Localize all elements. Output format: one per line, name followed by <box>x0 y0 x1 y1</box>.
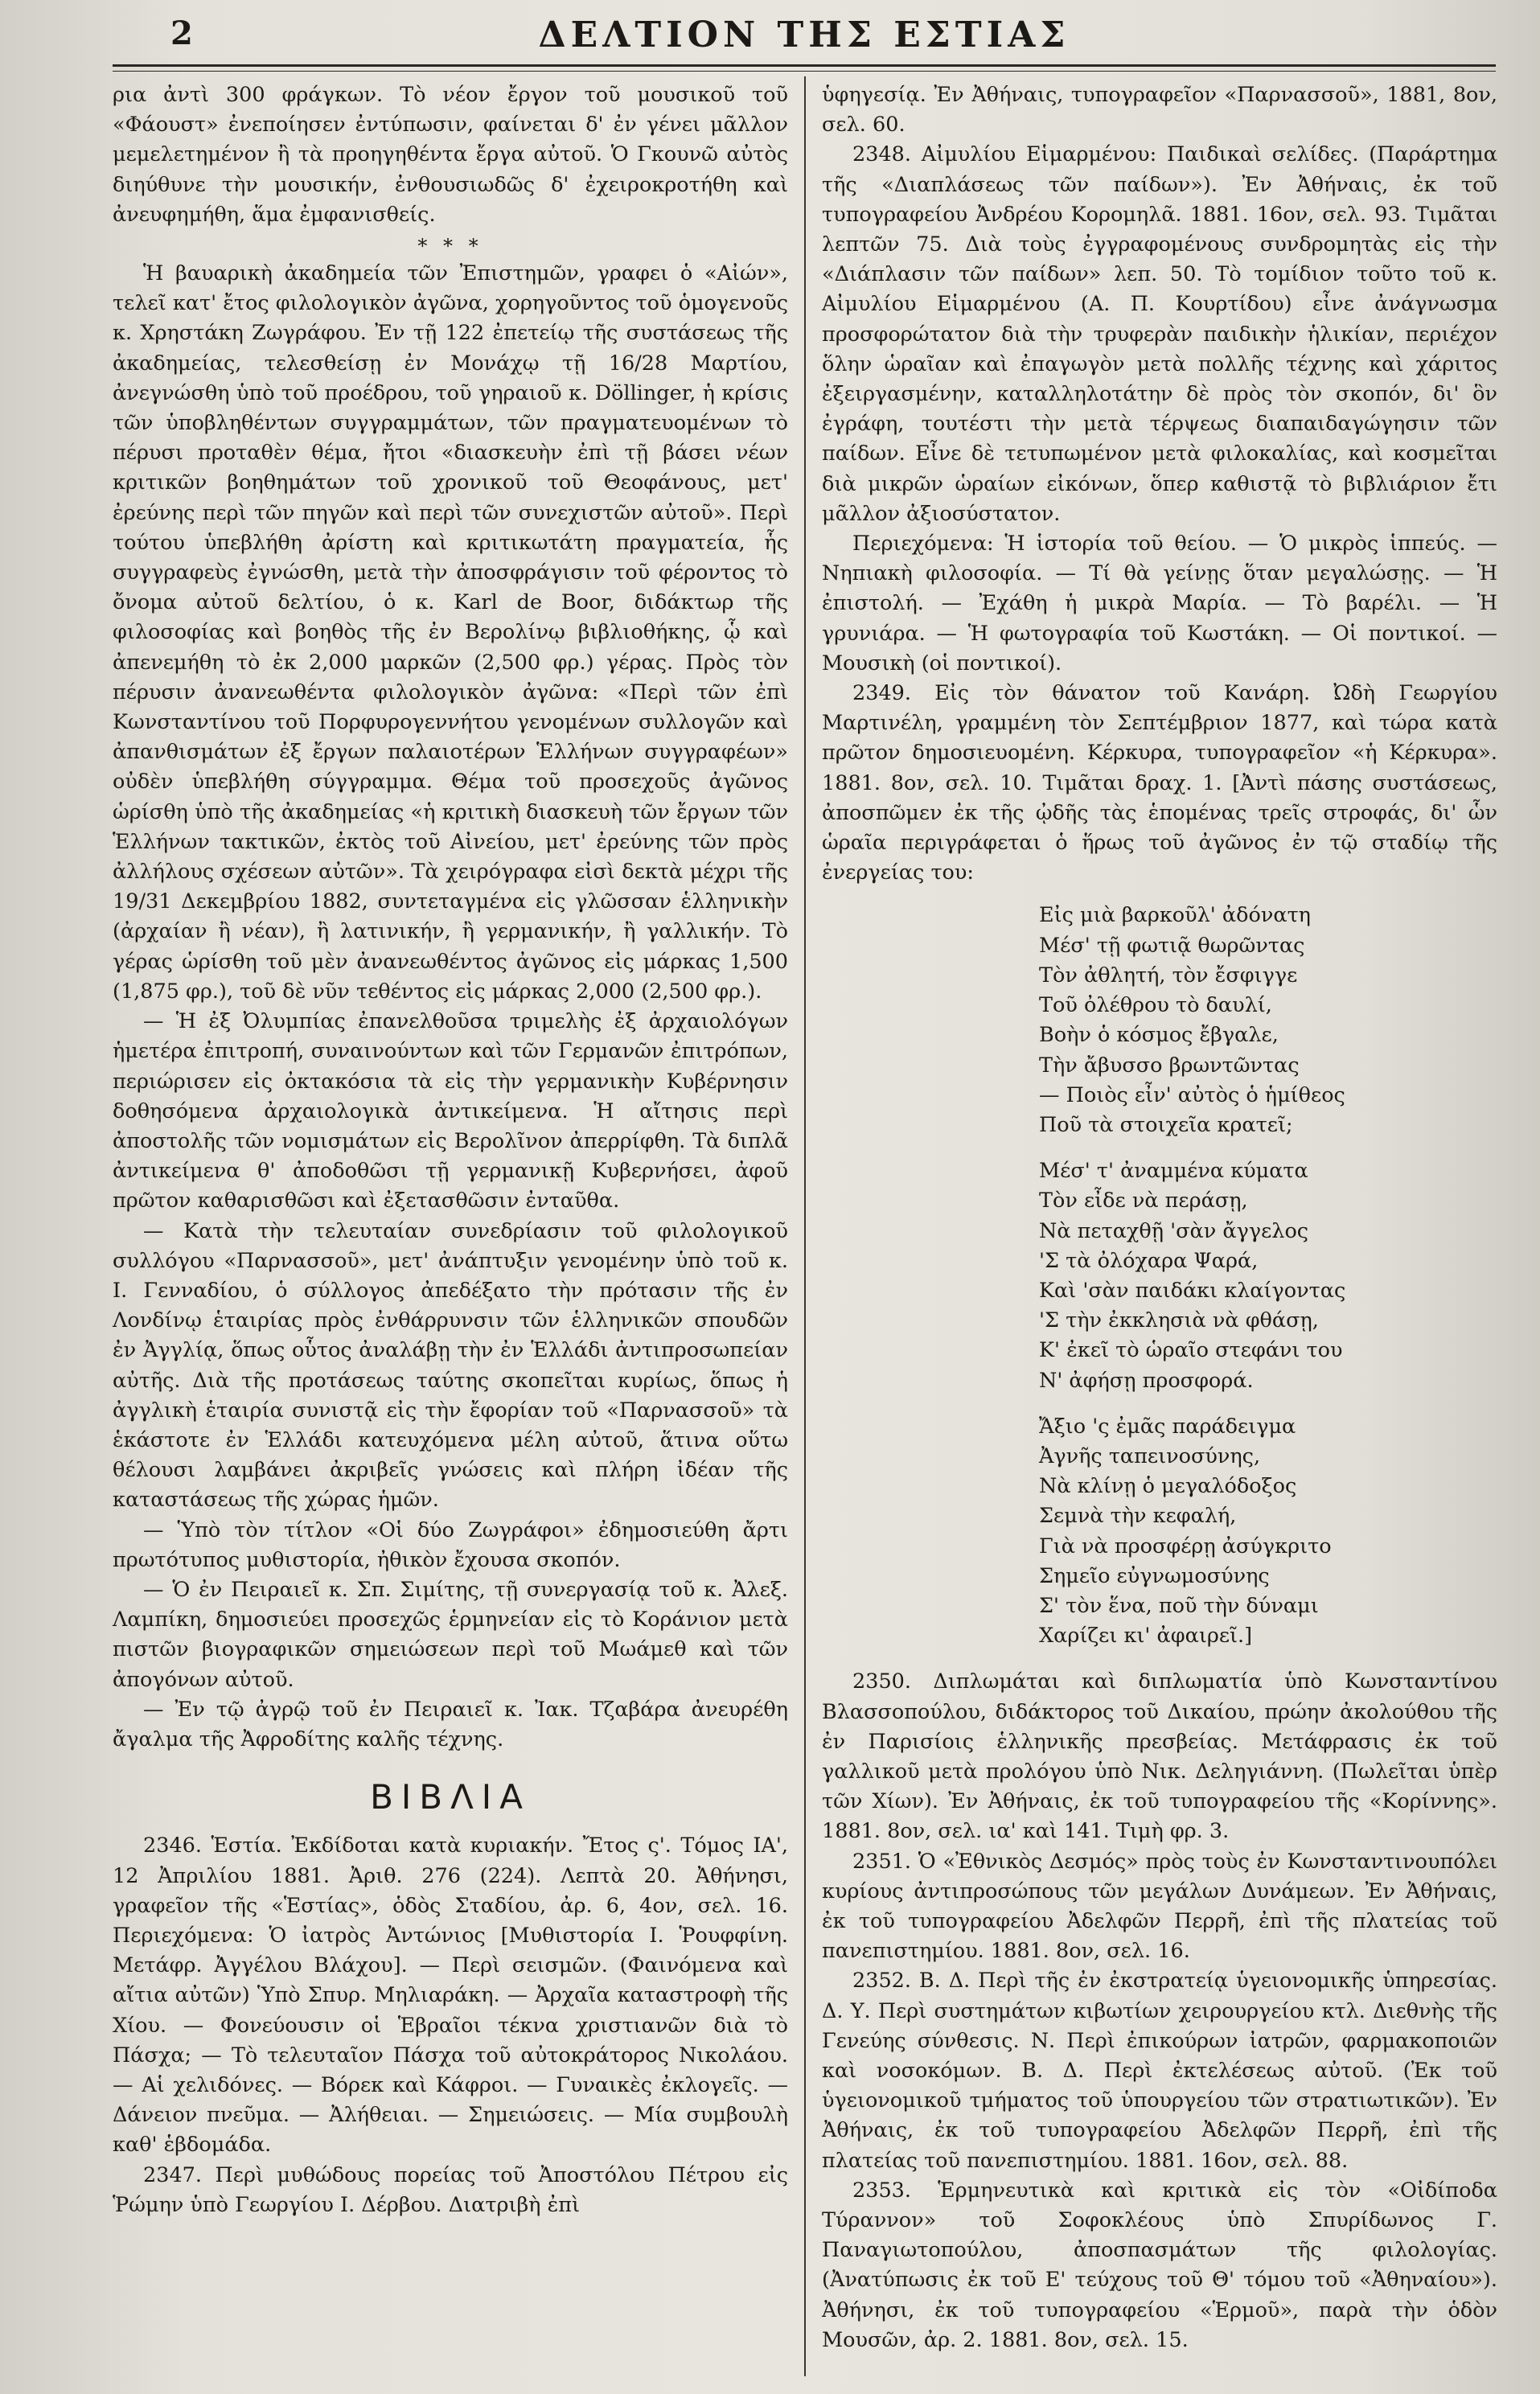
poem-line: Καὶ 'σὰν παιδάκι κλαίγοντας <box>1039 1278 1346 1303</box>
poem-line: Σημεῖο εὐγνωμοσύνης <box>1039 1563 1270 1588</box>
paragraph-gounod: ρια ἀντὶ 300 φράγκων. Τὸ νέον ἔργον τοῦ μουσικοῦ τοῦ «Φάουστ» ἐνεποίησεν ἐντύπωσιν, φαίνεται δ' ἐν γένει μᾶλλον μεμελετημένον ἢ τὰ προηγηθέντα ἔργα αὐτοῦ. Ὁ Γκουνῶ αὐτὸς διηύθυνε τὴν μουσικήν, ἐνθουσιωδῶς δ' ἐχειροκροτήθη καὶ ἀνευφημήθη, ἅμα ἐμφανισθείς. <box>113 83 788 227</box>
poem-line: Ν' ἀφήσῃ προσφορά. <box>1039 1368 1254 1393</box>
header-rule-thin <box>113 71 1496 72</box>
poem-line: Ἄξιο 'ς ἐμᾶς παράδειγμα <box>1039 1414 1296 1439</box>
poem-line: Τοῦ ὀλέθρου τὸ δαυλί, <box>1039 993 1272 1018</box>
poem-line: Ἀγνῆς ταπεινοσύνης, <box>1039 1443 1261 1468</box>
paragraph-bavarian-academy: Ἡ βαυαρικὴ ἀκαδημεία τῶν Ἐπιστημῶν, γραφει ὁ «Αἰών», τελεῖ κατ' ἔτος φιλολογικὸν ἀγῶνα, χορηγοῦντος τοῦ ὁμογενοῦς κ. Χρηστάκη Ζωγράφου. Ἐν τῇ 122 ἐπετείῳ τῆς συστάσεως τῆς ἀκαδημείας, τελεσθείσῃ ἐν Μονάχῳ τῇ 16/28 Μαρτίου, ἀνεγνώσθη ὑπὸ τοῦ προέδρου, τοῦ γηραιοῦ κ. Döllinger, ἡ κρίσις τῶν ὑποβληθέντων συγγραμμάτων, τῶν πραγματευομένων τὸ πέρυσι προταθὲν θέμα, ἤτοι «διασκευὴν ἐπὶ τῇ βάσει νέων κριτικῶν βοηθημάτων τοῦ χρονικοῦ τοῦ Θεοφάνους, μετ' ἐρεύνης περὶ τῶν πηγῶν καὶ περὶ τῶν συνεχιστῶν αὐτοῦ». Περὶ τούτου ὑπεβλήθη ἀρίστη καὶ κριτικωτάτη πραγματεία, ἧς συγγραφεὺς ἐγνώσθη, μετὰ τὴν ἀποσφράγισιν τοῦ φέροντος τὸ ὄνομα αὐτοῦ δελτίου, ὁ κ. Karl de Boor, διδάκτωρ τῆς φιλοσοφίας καὶ βοηθὸς τῆς ἐν Βερολίνῳ βιβλιοθήκης, ᾧ καὶ ἀπενεμήθη τὸ ἐκ 2,000 μαρκῶν (2,500 φρ.) γέρας. Πρὸς τὸν πέρυσιν ἀνανεωθέντα φιλολογικὸν ἀγῶνα: «Περὶ τῶν ἐπὶ Κωνσταντίνου τοῦ Πορφυρογεννήτου γενομένων συλλογῶν καὶ ἀπανθισμάτων ἐξ ἔργων παλαιοτέρων Ἑλλήνων συγγραφέων» οὐδὲν ὑπεβλήθη σύγγραμμα. Θέμα τοῦ προσεχοῦς ἀγῶνος ὡρίσθη ὑπὸ τῆς ἀκαδημείας «ἡ κριτικὴ διασκευὴ τῶν ἔργων τῶν Ἑλλήνων τακτικῶν, ἐκτὸς τοῦ Αἰνείου, μετ' ἐρεύνης τῶν πρὸς ἀλλήλους σχέσεων αὐτῶν». Τὰ χειρόγραφα εἰσὶ δεκτὰ μέχρι τῆς 19/31 Δεκεμβρίου 1882, συντεταγμένα εἰς γλῶσσαν ἑλληνικὴν (ἀρχαίαν ἢ νέαν), ἢ λατινικήν, ἢ γερμανικήν, ἢ γαλλικήν. Τὸ γέρας ὡρίσθη τοῦ μὲν ἀνανεωθέντος ἀγῶνος εἰς μάρκας 1,500 (1,875 φρ.), τοῦ δὲ νῦν τεθέντος εἰς μάρκας 2,000 (2,500 φρ.). <box>113 261 788 1004</box>
poem-stanza <box>1039 1412 1497 1652</box>
paragraph-olympia: — Ἡ ἐξ Ὀλυμπίας ἐπανελθοῦσα τριμελὴς ἐξ ἀρχαιολόγων ἡμετέρα ἐπιτροπή, συναινούντων καὶ τῶν Γερμανῶν ἐπιτρόπων, περιώρισεν εἰς ὀκτακόσια τὰ εἰς τὴν γερμανικὴν Κυβέρνησιν δοθησόμενα ἀρχαιολογικὰ ἀντικείμενα. Ἡ αἴτησις περὶ ἀποστολῆς τῶν νομισμάτων εἰς Βερολῖνον ἀπερρίφθη. Τὰ διπλᾶ ἀντικείμενα θ' ἀποδοθῶσι τῇ γερμανικῇ Κυβερνήσει, ἀφοῦ πρῶτον καθαρισθῶσι καὶ ἐξετασθῶσιν ἐνταῦθα. <box>113 1009 788 1213</box>
paragraph-aphrodite: — Ἐν τῷ ἀγρῷ τοῦ ἐν Πειραιεῖ κ. Ἰακ. Τζαβάρα ἀνευρέθη ἄγαλμα τῆς Ἀφροδίτης καλῆς τέχνης. <box>113 1697 788 1751</box>
book-entry-2351: 2351. Ὁ «Ἐθνικὸς Δεσμός» πρὸς τοὺς ἐν Κωνσταντινουπόλει κυρίους ἀντιπροσώπους τῶν μεγάλων Δυνάμεων. Ἐν Ἀθήναις, ἐκ τοῦ τυπογραφείου Ἀδελφῶν Περρῆ, ἐπὶ τῆς πλατείας τοῦ πανεπιστημίου. 1881. 8ον, σελ. 16. <box>822 1849 1497 1964</box>
book-entry-2348-contents: Περιεχόμενα: Ἡ ἱστορία τοῦ θείου. — Ὁ μικρὸς ἱππεύς. — Νηπιακὴ φιλοσοφία. — Τί θὰ γείνῃς ὅταν μεγαλώσῃς. — Ἡ ἐπιστολή. — Ἐχάθη ἡ μικρὰ Μαρία. — Τὸ βαρέλι. — Ἡ γρυνιάρα. — Ἡ φωτογραφία τοῦ Κωστάκη. — Οἱ ποντικοί. — Μουσικὴ (οἱ ποντικοί). <box>822 532 1497 675</box>
header-rule <box>113 64 1496 67</box>
book-entry-2352: 2352. Β. Δ. Περὶ τῆς ἐν ἐκστρατείᾳ ὑγειονομικῆς ὑπηρεσίας. Δ. Υ. Περὶ συστημάτων κιβωτίων χειρουργείου κτλ. Διεθνὴς τῆς Γενεύης σύνθεσις. Ν. Περὶ ἐπικούρων ἰατρῶν, φαρμακοποιῶν καὶ νοσοκόμων. Β. Δ. Περὶ ἐκτελέσεως αὐτοῦ. (Ἐκ τοῦ ὑγειονομικοῦ τμήματος τοῦ ὑπουργείου τῶν στρατιωτικῶν). Ἐν Ἀθήναις, ἐκ τοῦ τυπογραφείου Ἀδελφῶν Περρῆ, ἐπὶ τῆς πλατείας τοῦ πανεπιστημίου. 1881. 16ον, σελ. 88. <box>822 1969 1497 2173</box>
book-entry-2348: 2348. Αἰμυλίου Εἱμαρμένου: Παιδικαὶ σελίδες. (Παράρτημα τῆς «Διαπλάσεως τῶν παίδων»). Ἐν Ἀθήναις, ἐκ τοῦ τυπογραφείου Ἀνδρέου Κορομηλᾶ. 1881. 16ον, σελ. 93. Τιμᾶται λεπτῶν 75. Διὰ τοὺς ἐγγραφομένους συνδρομητὰς εἰς τὴν «Διάπλασιν τῶν παίδων» λεπ. 50. Τὸ τομίδιον τοῦτο τοῦ κ. Αἰμυλίου Εἱμαρμένου (Α. Π. Κουρτίδου) εἶνε ἀνάγνωσμα προσφορώτατον διὰ τὴν τρυφερὰν παιδικὴν ἡλικίαν, περιέχον ὅλην ὡραῖαν καὶ ἐπαγωγὸν μετὰ πολλῆς τέχνης καὶ χάριτος ἐξειργασμένην, καταλληλοτάτην δὲ πρὸς τὸν σκοπόν, δι' ὃν ἐγράφη, τουτέστι τὴν μετὰ τέρψεως διαπαιδαγώγησιν τῶν παίδων. Εἶνε δὲ τετυπωμένον μετὰ φιλοκαλίας, καὶ κοσμεῖται διὰ μικρῶν ὡραίων εἰκόνων, ὅπερ καθιστᾷ τὸ βιβλιάριον ἔτι μᾶλλον ἀξιοσύστατον. <box>822 142 1497 526</box>
poem-line: Τὸν ἀθλητή, τὸν ἔσφιγγε <box>1039 963 1298 988</box>
poem-line: Εἰς μιὰ βαρκοῦλ' ἀδόνατη <box>1039 903 1311 928</box>
paragraph-two-painters: — Ὑπὸ τὸν τίτλον «Οἱ δύο Ζωγράφοι» ἐδημοσιεύθη ἄρτι πρωτότυπος μυθιστορία, ἠθικὸν ἔχουσα σκοπόν. <box>113 1517 788 1572</box>
poem-line: 'Σ τὰ ὀλόχαρα Ψαρά, <box>1039 1248 1259 1273</box>
section-heading-books: ΒΙΒΛΙΑ <box>370 1777 531 1817</box>
book-entry-2353: 2353. Ἑρμηνευτικὰ καὶ κριτικὰ εἰς τὸν «Οἰδίποδα Τύραννον» τοῦ Σοφοκλέους ὑπὸ Σπυρίδωνος Γ. Παναγιωτοπούλου, ἀποσπασμάτων τῆς φιλολογίας. (Ἀνατύπωσις ἐκ τοῦ Ε' τεύχους τοῦ Θ' τόμου τοῦ «Ἀθηναίου»). Ἀθήνησι, ἐκ τοῦ τυπογραφείου «Ἑρμοῦ», παρὰ τὴν ὁδὸν Μουσῶν, ἀρ. 2. 1881. 8ον, σελ. 15. <box>822 2178 1497 2352</box>
left-column <box>113 80 788 2220</box>
running-title: ΔΕΛΤΙΟΝ ΤΗΣ ΕΣΤΙΑΣ <box>538 14 1070 55</box>
book-entry-2346: 2346. Ἑστία. Ἐκδίδοται κατὰ κυριακήν. Ἔτος ς'. Τόμος ΙΑ', 12 Ἀπριλίου 1881. Ἀριθ. 276 (224). Λεπτὰ 20. Ἀθήνησι, γραφεῖον τῆς «Ἑστίας», ὁδὸς Σταδίου, ἀρ. 6, 4ον, σελ. 16. Περιεχόμενα: Ὁ ἰατρὸς Ἀντώνιος [Μυθιστορία Ι. Ῥουφφίνη. Μετάφρ. Ἀγγέλου Βλάχου]. — Περὶ σεισμῶν. (Φαινόμενα καὶ αἴτια αὐτῶν) Ὑπὸ Σπυρ. Μηλιαράκη. — Ἀρχαῖα καταστροφὴ τῆς Χίου. — Φονεύουσιν οἱ Ἑβραῖοι τέκνα χριστιανῶν διὰ τὸ Πάσχα; — Τὸ τελευταῖον Πάσχα τοῦ αὐτοκράτορος Νικολάου. — Αἱ χελιδόνες. — Βόρεκ καὶ Κάφροι. — Γυναικὲς ἐκλογεῖς. — Δάνειον πνεῦμα. — Ἀλήθειαι. — Σημειώσεις. — Μία συμβουλὴ καθ' ἑβδομάδα. <box>113 1833 788 2158</box>
right-column <box>822 80 1497 2355</box>
paragraph-parnassos: — Κατὰ τὴν τελευταίαν συνεδρίασιν τοῦ φιλολογικοῦ συλλόγου «Παρνασσοῦ», μετ' ἀνάπτυξιν γενομένην ὑπὸ τοῦ κ. Ι. Γενναδίου, ὁ σύλλογος ἀπεδέξατο τὴν πρότασιν τῆς ἐν Λονδίνῳ ἑταιρίας πρὸς ἐνθάρρυνσιν τῶν ἑλληνικῶν σπουδῶν ἐν Ἀγγλίᾳ, ὅπως οὗτος ἀναλάβῃ τὴν ἐν Ἑλλάδι ἀντιπροσωπείαν αὐτῆς. Διὰ τῆς προτάσεως ταύτης σκοπεῖται κυρίως, ὅπως ἡ ἀγγλικὴ ἑταιρία συνιστᾷ εἰς τὴν ἔφορίαν τοῦ «Παρνασσοῦ» τὰ ἑκάστοτε ἐν Ἑλλάδι κατευχόμενα μέλη αὐτοῦ, ἅτινα οὕτω θέλουσι λαμβάνει ἀκριβεῖς γνώσεις καὶ πλήρη ἰδέαν τῆς καταστάσεως τῆς χώρας ἡμῶν. <box>113 1218 788 1513</box>
poem-line: Γιὰ νὰ προσφέρῃ ἀσύγκριτο <box>1039 1534 1332 1558</box>
poem-line: Βοὴν ὁ κόσμος ἔβγαλε, <box>1039 1023 1279 1048</box>
poem-stanza <box>1039 901 1497 1140</box>
poem-line: Τὴν ἄβυσσο βρωντῶντας <box>1039 1053 1300 1078</box>
poem-line: Νὰ πεταχθῇ 'σὰν ἄγγελος <box>1039 1218 1309 1243</box>
poem-line: Σεμνὰ τὴν κεφαλή, <box>1039 1504 1237 1529</box>
poem-line: Τὸν εἶδε νὰ περάσῃ, <box>1039 1189 1248 1213</box>
section-stars: * * * <box>417 235 483 258</box>
column-divider <box>804 76 806 2376</box>
poem-line: Ποῦ τὰ στοιχεῖα κρατεῖ; <box>1039 1112 1293 1137</box>
paragraph-koran: — Ὁ ἐν Πειραιεῖ κ. Σπ. Σιμίτης, τῇ συνεργασίᾳ τοῦ κ. Ἀλεξ. Λαμπίκη, δημοσιεύει προσεχῶς ἑρμηνείαν εἰς τὸ Κοράνιον μετὰ πιστῶν βιογραφικῶν σημειώσεων περὶ τοῦ Μωάμεθ καὶ τῶν ἀπογόνων αὐτοῦ. <box>113 1577 788 1692</box>
book-entry-2350: 2350. Διπλωμάται καὶ διπλωματία ὑπὸ Κωνσταντίνου Βλασσοπούλου, διδάκτορος τοῦ Δικαίου, πρώην ἀκολούθου τῆς ἐν Παρισίοις ἑλληνικῆς πρεσβείας. Μετάφρασις ἐκ τοῦ γαλλικοῦ μετὰ προλόγου ὑπὸ Νικ. Δεληγιάννη. (Πωλεῖται ὑπὲρ τῶν Χίων). Ἐν Ἀθήναις, ἐκ τοῦ τυπογραφείου τῆς «Κορίννης». 1881. 8ον, σελ. ια' καὶ 141. Τιμὴ φρ. 3. <box>822 1669 1497 1844</box>
poem-line: Κ' ἐκεῖ τὸ ὡραῖο στεφάνι του <box>1039 1338 1343 1363</box>
poem-line: 'Σ τὴν ἐκκλησιὰ νὰ φθάσῃ, <box>1039 1308 1319 1333</box>
page-header <box>113 11 1496 60</box>
poem-line: Σ' τὸν ἕνα, ποῦ τὴν δύναμι <box>1039 1593 1319 1618</box>
poem-line: — Ποιὸς εἶν' αὐτὸς ὁ ἡμίθεος <box>1039 1082 1345 1107</box>
poem-line: Χαρίζει κι' ἀφαιρεῖ.] <box>1039 1624 1253 1649</box>
poem-stanza <box>1039 1156 1497 1396</box>
page-number: 2 <box>170 14 193 52</box>
poem <box>822 901 1497 1651</box>
poem-line: Μέσ' τ' ἀναμμένα κύματα <box>1039 1159 1308 1184</box>
book-entry-2349: 2349. Εἰς τὸν θάνατον τοῦ Κανάρη. Ὠδὴ Γεωργίου Μαρτινέλη, γραμμένη τὸν Σεπτέμβριον 1877, καὶ τώρα κατὰ πρῶτον δημοσιευομένη. Κέρκυρα, τυπογραφεῖον «ἡ Κέρκυρα». 1881. 8ον, σελ. 10. Τιμᾶται δραχ. 1. [Ἀντὶ πάσης συστάσεως, ἀποσπῶμεν ἐκ τῆς ᾠδῆς τὰς ἑπομένας τρεῖς στροφάς, δι' ὧν ὡραῖα περιγράφεται ὁ ἥρως τοῦ ἀγῶνος ἐν τῷ σταδίῳ τῆς ἐνεργείας του: <box>822 681 1497 885</box>
book-entry-2347: 2347. Περὶ μυθώδους πορείας τοῦ Ἀποστόλου Πέτρου εἰς Ῥώμην ὑπὸ Γεωργίου Ι. Δέρβου. Διατριβὴ ἐπὶ <box>113 2162 788 2217</box>
poem-line: Νὰ κλίνῃ ὁ μεγαλόδοξος <box>1039 1474 1297 1499</box>
book-entry-2347-cont: ὑφηγεσίᾳ. Ἐν Ἀθήναις, τυπογραφεῖον «Παρνασσοῦ», 1881, 8ον, σελ. 60. <box>822 83 1497 138</box>
poem-line: Μέσ' τῇ φωτιᾷ θωρῶντας <box>1039 933 1305 958</box>
